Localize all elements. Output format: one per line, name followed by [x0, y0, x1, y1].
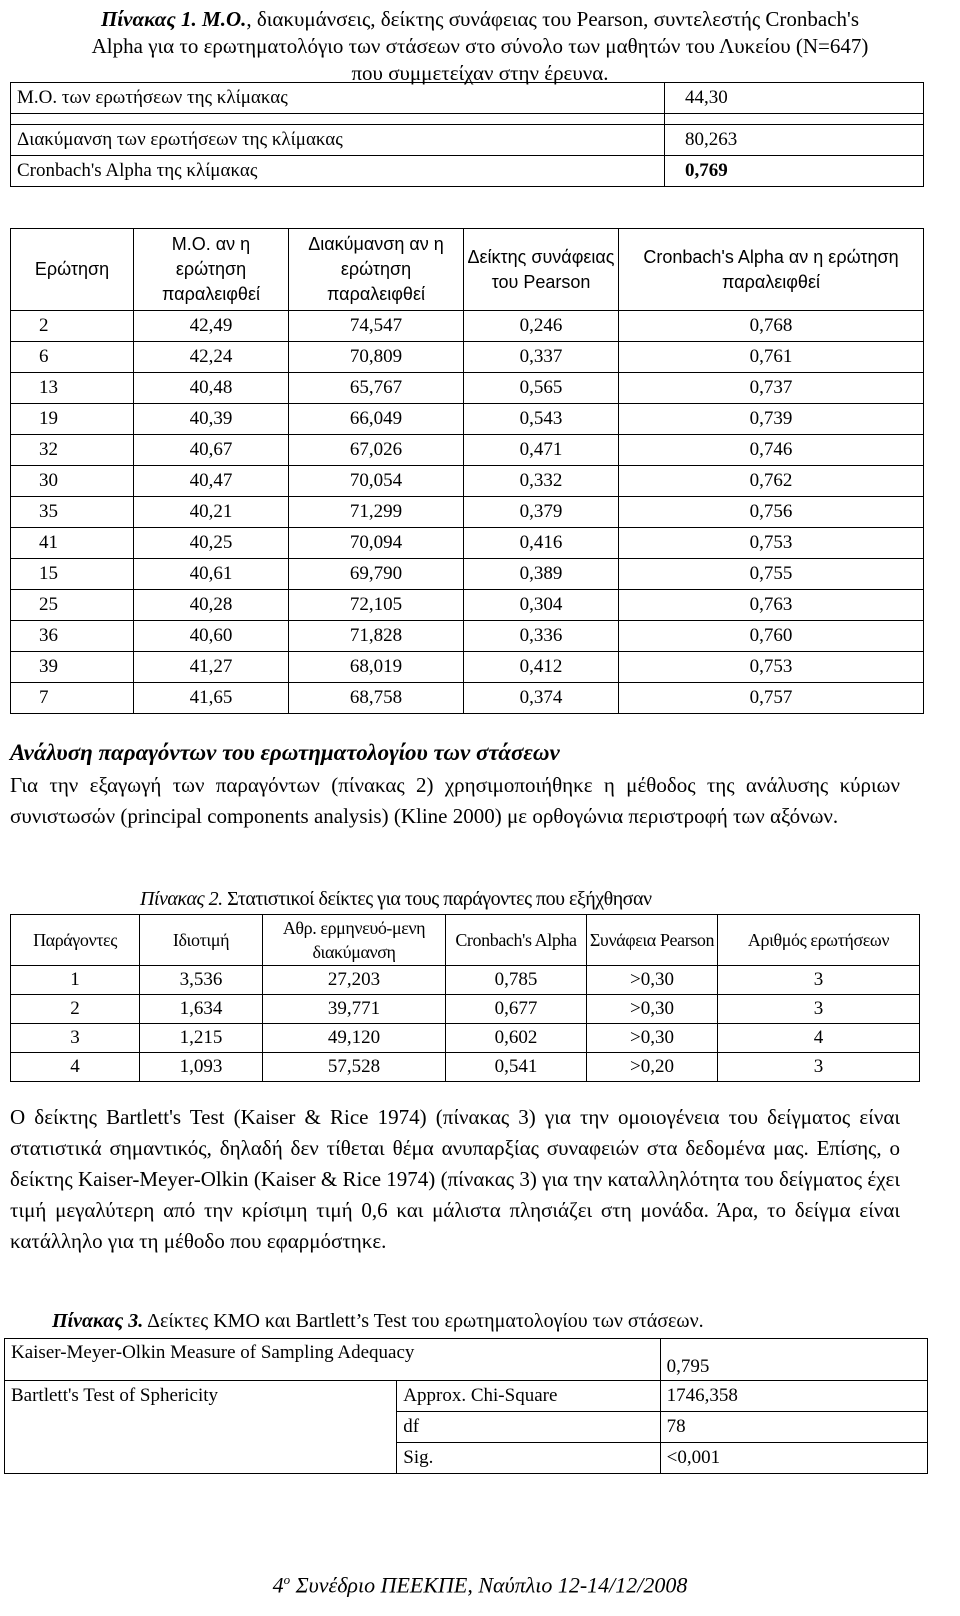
items-cell: 71,828 [289, 621, 464, 652]
items-cell: 0,412 [464, 652, 619, 683]
factors-cell: >0,30 [587, 966, 718, 995]
items-cell: 36 [11, 621, 134, 652]
items-cell: 40,21 [134, 497, 289, 528]
section-heading: Ανάλυση παραγόντων του ερωτηματολογίου των στάσεων [10, 740, 560, 765]
items-cell: 65,767 [289, 373, 464, 404]
items-cell: 0,746 [619, 435, 924, 466]
title-line2: Alpha για το ερωτηματολόγιο των στάσεων στο σύνολο των μαθητών του Λυκείου (N=647) [91, 34, 869, 58]
summary-spacer [11, 114, 924, 125]
factors-cell: >0,30 [587, 995, 718, 1024]
factors-cell: 49,120 [263, 1024, 446, 1053]
factors-row [11, 966, 920, 995]
items-row [11, 683, 924, 714]
items-cell: 41 [11, 528, 134, 559]
bartlett-value: 1746,358 [660, 1381, 927, 1412]
items-cell: 41,65 [134, 683, 289, 714]
items-cell: 70,054 [289, 466, 464, 497]
table1-label: Πίνακας 1. Μ.Ο. [100, 7, 247, 31]
table3-caption-text: Δείκτες ΚΜΟ και Bartlett’s Test του ερωτηματολογίου των στάσεων. [143, 1310, 704, 1332]
items-row [11, 559, 924, 590]
factors-header: Παράγοντες [11, 915, 140, 966]
factors-cell: 2 [11, 995, 140, 1024]
items-header: Cronbach's Alpha αν η ερώτηση παραλειφθεί [619, 229, 924, 311]
items-cell: 0,374 [464, 683, 619, 714]
bartlett-value: 78 [660, 1412, 927, 1443]
factors-cell: 3,536 [140, 966, 263, 995]
summary-label: Διακύμανση των ερωτήσεων της κλίμακας [11, 125, 665, 156]
items-row [11, 621, 924, 652]
factors-cell: >0,20 [587, 1053, 718, 1082]
factors-cell: 1,093 [140, 1053, 263, 1082]
bartlett-stat: Approx. Chi-Square [397, 1381, 660, 1412]
items-cell: 40,61 [134, 559, 289, 590]
items-cell: 0,416 [464, 528, 619, 559]
items-header: Δείκτης συνάφειας του Pearson [464, 229, 619, 311]
kmo-label: Kaiser-Meyer-Olkin Measure of Sampling Adequacy [5, 1339, 661, 1381]
items-cell: 0,760 [619, 621, 924, 652]
items-cell: 0,763 [619, 590, 924, 621]
items-cell: 25 [11, 590, 134, 621]
factors-cell: 3 [11, 1024, 140, 1053]
kmo-value: 0,795 [660, 1339, 927, 1381]
items-cell: 0,756 [619, 497, 924, 528]
factors-table [10, 914, 920, 1082]
items-cell: 13 [11, 373, 134, 404]
bartlett-row [5, 1381, 928, 1412]
items-row [11, 528, 924, 559]
summary-value: 0,769 [665, 156, 924, 187]
factors-cell: 57,528 [263, 1053, 446, 1082]
items-cell: 0,565 [464, 373, 619, 404]
bartlett-stat: df [397, 1412, 660, 1443]
items-cell: 0,757 [619, 683, 924, 714]
table3-caption [52, 1310, 704, 1333]
items-cell: 0,471 [464, 435, 619, 466]
factors-cell: 4 [718, 1024, 920, 1053]
factors-cell: 0,677 [446, 995, 587, 1024]
items-header: Μ.Ο. αν η ερώτηση παραλειφθεί [134, 229, 289, 311]
items-cell: 0,332 [464, 466, 619, 497]
items-header-row [11, 229, 924, 311]
factors-header: Cronbach's Alpha [446, 915, 587, 966]
items-cell: 0,737 [619, 373, 924, 404]
table2-caption-text: Στατιστικοί δείκτες για τους παράγοντες που εξήχθησαν [222, 888, 652, 910]
factors-cell: >0,30 [587, 1024, 718, 1053]
factors-cell: 4 [11, 1053, 140, 1082]
items-cell: 71,299 [289, 497, 464, 528]
items-cell: 30 [11, 466, 134, 497]
items-cell: 42,24 [134, 342, 289, 373]
summary-row [11, 156, 924, 187]
items-cell: 15 [11, 559, 134, 590]
items-row [11, 311, 924, 342]
factors-cell: 0,541 [446, 1053, 587, 1082]
items-cell: 41,27 [134, 652, 289, 683]
factors-header: Αριθμός ερωτήσεων [718, 915, 920, 966]
kmo-table [4, 1338, 928, 1474]
footer-superscript: ο [283, 1572, 291, 1587]
factors-cell: 3 [718, 966, 920, 995]
factors-header: Συνάφεια Pearson [587, 915, 718, 966]
items-cell: 0,762 [619, 466, 924, 497]
items-cell: 69,790 [289, 559, 464, 590]
paragraph-method: Για την εξαγωγή των παραγόντων (πίνακας 2) χρησιμοποιήθηκε η μέθοδος της ανάλυσης κύριων συνιστωσών (principal components analysis) (Kline 2000) με ορθογώνια περιστροφή των αξόνων. [10, 773, 900, 828]
items-cell: 32 [11, 435, 134, 466]
items-cell: 0,768 [619, 311, 924, 342]
items-cell: 19 [11, 404, 134, 435]
factors-cell: 0,602 [446, 1024, 587, 1053]
bartlett-value: <0,001 [660, 1443, 927, 1474]
items-cell: 0,543 [464, 404, 619, 435]
items-cell: 6 [11, 342, 134, 373]
summary-value: 44,30 [665, 83, 924, 114]
factors-cell: 3 [718, 1053, 920, 1082]
items-table [10, 228, 924, 714]
kmo-row [5, 1339, 928, 1381]
items-cell: 40,28 [134, 590, 289, 621]
items-cell: 0,304 [464, 590, 619, 621]
footer-text: Συνέδριο ΠΕΕΚΠΕ, Ναύπλιο 12-14/12/2008 [290, 1572, 688, 1598]
items-cell: 0,246 [464, 311, 619, 342]
items-row [11, 652, 924, 683]
items-cell: 70,094 [289, 528, 464, 559]
items-cell: 72,105 [289, 590, 464, 621]
factors-header-row [11, 915, 920, 966]
footer-number: 4 [272, 1572, 284, 1598]
bartlett-label: Bartlett's Test of Sphericity [5, 1381, 397, 1474]
items-header: Ερώτηση [11, 229, 134, 311]
items-cell: 0,753 [619, 652, 924, 683]
items-cell: 0,389 [464, 559, 619, 590]
factors-row [11, 1024, 920, 1053]
items-cell: 0,739 [619, 404, 924, 435]
items-cell: 40,60 [134, 621, 289, 652]
factors-row [11, 1053, 920, 1082]
items-cell: 40,39 [134, 404, 289, 435]
items-cell: 66,049 [289, 404, 464, 435]
items-cell: 0,753 [619, 528, 924, 559]
summary-label: Cronbach's Alpha της κλίμακας [11, 156, 665, 187]
items-cell: 0,337 [464, 342, 619, 373]
items-cell: 40,48 [134, 373, 289, 404]
items-cell: 35 [11, 497, 134, 528]
items-cell: 70,809 [289, 342, 464, 373]
items-cell: 2 [11, 311, 134, 342]
items-row [11, 404, 924, 435]
bartlett-stat: Sig. [397, 1443, 660, 1474]
paragraph-bartlett: Ο δείκτης Bartlett's Test (Kaiser & Rice 1974) (πίνακας 3) για την ομοιογένεια του δείγματος είναι στατιστικά σημαντικός, δηλαδή δεν τίθεται θέμα ανυπαρξίας συναφειών στα δεδομένα μας. Επίσης, ο δείκτης Kaiser-Meyer-Olkin (Kaiser & Rice 1974) (πίνακας 3) για την καταλληλότητα του δείγματος έχει τιμή μεγαλύτερη από την κρίσιμη τιμή 0,6 και μάλιστα πλησιάζει στη μονάδα. Άρα, το δείγμα είναι κατάλληλο για τη μέθοδο που εφαρμόστηκε. [10, 1105, 900, 1253]
factors-header: Αθρ. ερμηνευό-μενη διακύμανση [263, 915, 446, 966]
summary-row [11, 125, 924, 156]
factors-cell: 0,785 [446, 966, 587, 995]
items-cell: 68,019 [289, 652, 464, 683]
table2-label: Πίνακας 2. [140, 888, 223, 910]
items-row [11, 497, 924, 528]
factors-cell: 3 [718, 995, 920, 1024]
items-cell: 74,547 [289, 311, 464, 342]
factors-header: Ιδιοτιμή [140, 915, 263, 966]
items-row [11, 342, 924, 373]
factors-row [11, 995, 920, 1024]
items-row [11, 590, 924, 621]
items-row [11, 373, 924, 404]
table1-title [0, 6, 960, 87]
factors-cell: 1 [11, 966, 140, 995]
title-line3: που συμμετείχαν στην έρευνα. [351, 61, 609, 85]
summary-label: Μ.Ο. των ερωτήσεων της κλίμακας [11, 83, 665, 114]
items-cell: 42,49 [134, 311, 289, 342]
items-cell: 68,758 [289, 683, 464, 714]
items-cell: 40,25 [134, 528, 289, 559]
items-row [11, 466, 924, 497]
items-cell: 39 [11, 652, 134, 683]
title-line1: , διακυμάνσεις, δείκτης συνάφειας του Pearson, συντελεστής Cronbach's [246, 7, 860, 31]
items-header: Διακύμανση αν η ερώτηση παραλειφθεί [289, 229, 464, 311]
table2-caption [140, 888, 651, 911]
summary-value: 80,263 [665, 125, 924, 156]
table3-label: Πίνακας 3. [52, 1310, 144, 1332]
items-cell: 67,026 [289, 435, 464, 466]
summary-table [10, 82, 924, 187]
items-cell: 0,379 [464, 497, 619, 528]
factors-cell: 1,215 [140, 1024, 263, 1053]
factors-cell: 1,634 [140, 995, 263, 1024]
items-row [11, 435, 924, 466]
factors-cell: 39,771 [263, 995, 446, 1024]
items-cell: 0,336 [464, 621, 619, 652]
factors-cell: 27,203 [263, 966, 446, 995]
items-cell: 0,755 [619, 559, 924, 590]
items-cell: 7 [11, 683, 134, 714]
summary-row [11, 83, 924, 114]
items-cell: 40,47 [134, 466, 289, 497]
page-footer [0, 1572, 960, 1598]
items-cell: 0,761 [619, 342, 924, 373]
items-cell: 40,67 [134, 435, 289, 466]
